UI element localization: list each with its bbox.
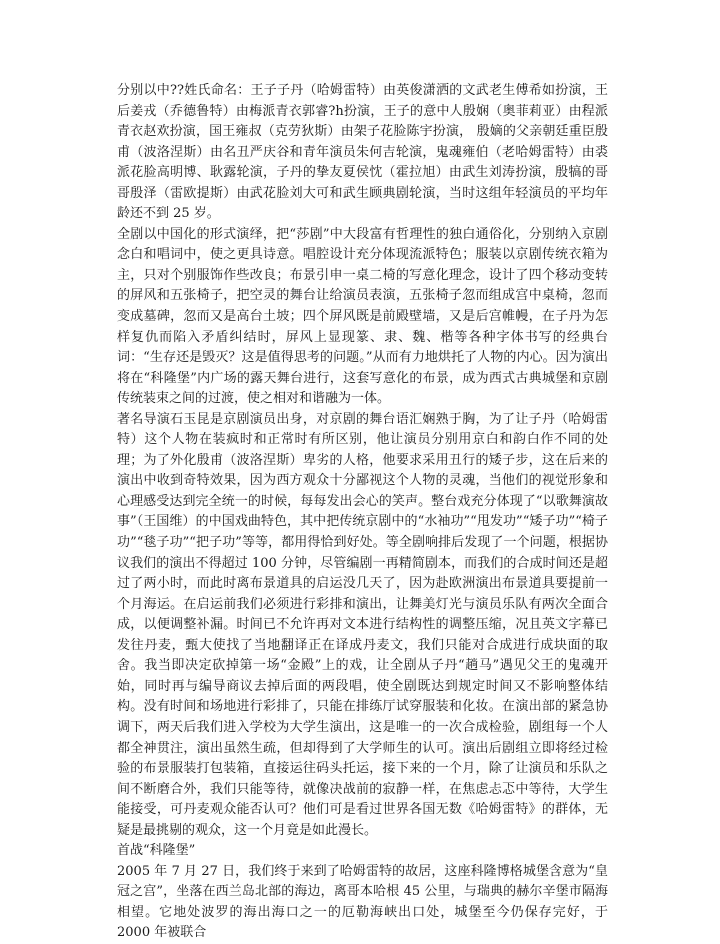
section-heading-first-battle: 首战“科隆堡” — [117, 843, 196, 859]
paragraph-director-rehearsal: 著名导演石玉昆是京剧演员出身，对京剧的舞台语汇娴熟于胸，为了让子丹（哈姆雷特）这个人物在装疯时和正常时有所区别，他让演员分别用京白和韵白作不同的处理；为了外化殷甫（波洛涅斯）卑劣的人格，他要求采用丑行的矮子步，这在后来的演出中收到奇特效果，因为西方观众十分鄙视这个人物的灵魂，当他们的视觉形象和心理感受达到完全统一的时候，每每发出会心的笑声。整台戏充分体现了“以歌舞演故事”（王国维）的中国戏曲特色，其中把传统京剧中的“水袖功”“甩发功”“矮子功”“椅子功”“毯子功”“把子功”等等，都用得恰到好处。等全剧响排后发现了一个问题，根据协议我们的演出不得超过 100 分钟，尽管编剧一再精简剧本，而我们的合成时间还是超过了两小时，而此时离布景道具的启运没几天了，因为赴欧洲演出布景道具要提前一个月海运。在启运前我们必须进行彩排和演出，让舞美灯光与演员乐队有两次全面合成，以便调整补漏。时间已不允许再对文本进行结构性的调整压缩，况且英文字幕已发往丹麦，甄大使找了当地翻译正在译成丹麦文，我们只能对合成进行成块面的取舍。我当即决定砍掉第一场“金殿”上的戏，让全剧从子丹“趟马”遇见父王的鬼魂开始，同时再与编导商议去掉后面的两段唱，使全剧既达到规定时间又不影响整体结构。没有时间和场地进行彩排了，只能在排练厅试穿服装和化妆。在演出部的紧急协调下，两天后我们进入学校为大学生演出，这是唯一的一次合成检验，剧组每一个人都全神贯注，演出虽然生疏，但却得到了大学师生的认可。演出后剧组立即将经过检验的布景服装打包装箱，直接运往码头托运，接下来的一个月，除了让演员和乐队之间不断磨合外，我们只能等待，就像决战前的寂静一样，在焦虑忐忑中等待，大学生能接受，可丹麦观众能否认可？他们可是看过世界各国无数《哈姆雷特》的群体，无疑是最挑剔的观众，这一个月竟是如此漫长。 — [117, 411, 608, 838]
paragraph-arrival-kronborg: 2005 年 7 月 27 日，我们终于来到了哈姆雷特的故居，这座科隆博格城堡含意为“皇冠之宫”，坐落在西兰岛北部的海边，离哥本哈根 45 公里，与瑞典的赫尔辛堡市隔海相望。它地处波罗的海出海口之一的厄勒海峡出口处，城堡至今仍保存完好，于 2000 年被联合 — [117, 863, 608, 941]
paragraph-cast-list: 分别以中??姓氏命名：王子子丹（哈姆雷特）由英俊潇洒的文武老生傅希如扮演，王后姜戎（乔德鲁特）由梅派青衣郭睿?h扮演，王子的意中人殷娴（奥菲莉亚）由程派青衣赵欢扮演，国王雍叔（克劳狄斯）由架子花脸陈宇扮演， 殷嫡的父亲朝廷重臣殷甫（波洛涅斯）由名丑严庆谷和青年演员朱何吉轮演，鬼魂雍伯（老哈姆雷特）由裘派花脸高明博、耿露轮演，子丹的挚友夏侯忱（霍拉旭）由武生刘涛扮演，殷犒的哥哥殷泽（雷欧提斯）由武花脸刘大可和武生顾典剧轮演，当时这组年轻演员的平均年龄还不到 25 岁。 — [117, 83, 608, 222]
paragraph-staging-style: 全剧以中国化的形式演绎，把“莎剧”中大段富有哲理性的独白通俗化，分别纳入京剧念白和唱词中，使之更具诗意。唱腔设计充分体现流派特色；服装以京剧传统衣箱为主，只对个别服饰作些改良；布景引申一桌二椅的写意化理念，设计了四个移动变转的屏风和五张椅子，把空灵的舞台让给演员表演，五张椅子忽而组成宫中桌椅，忽而变成墓碑，忽而又是高台土坡；四个屏风既是前殿壁墙，又是后宫帷幔，在子丹为怎样复仇而陷入矛盾纠结时，屏风上显现篆、隶、魏、楷等各种字体书写的经典台词：“生存还是毁灭？这是值得思考的问题。”从而有力地烘托了人物的内心。因为演出将在“科隆堡”内广场的露天舞台进行，这套写意化的布景，成为西式古典城堡和京剧传统装束之间的过渡，使之相对和谐融为一体。 — [117, 226, 608, 407]
document-body — [117, 81, 608, 944]
